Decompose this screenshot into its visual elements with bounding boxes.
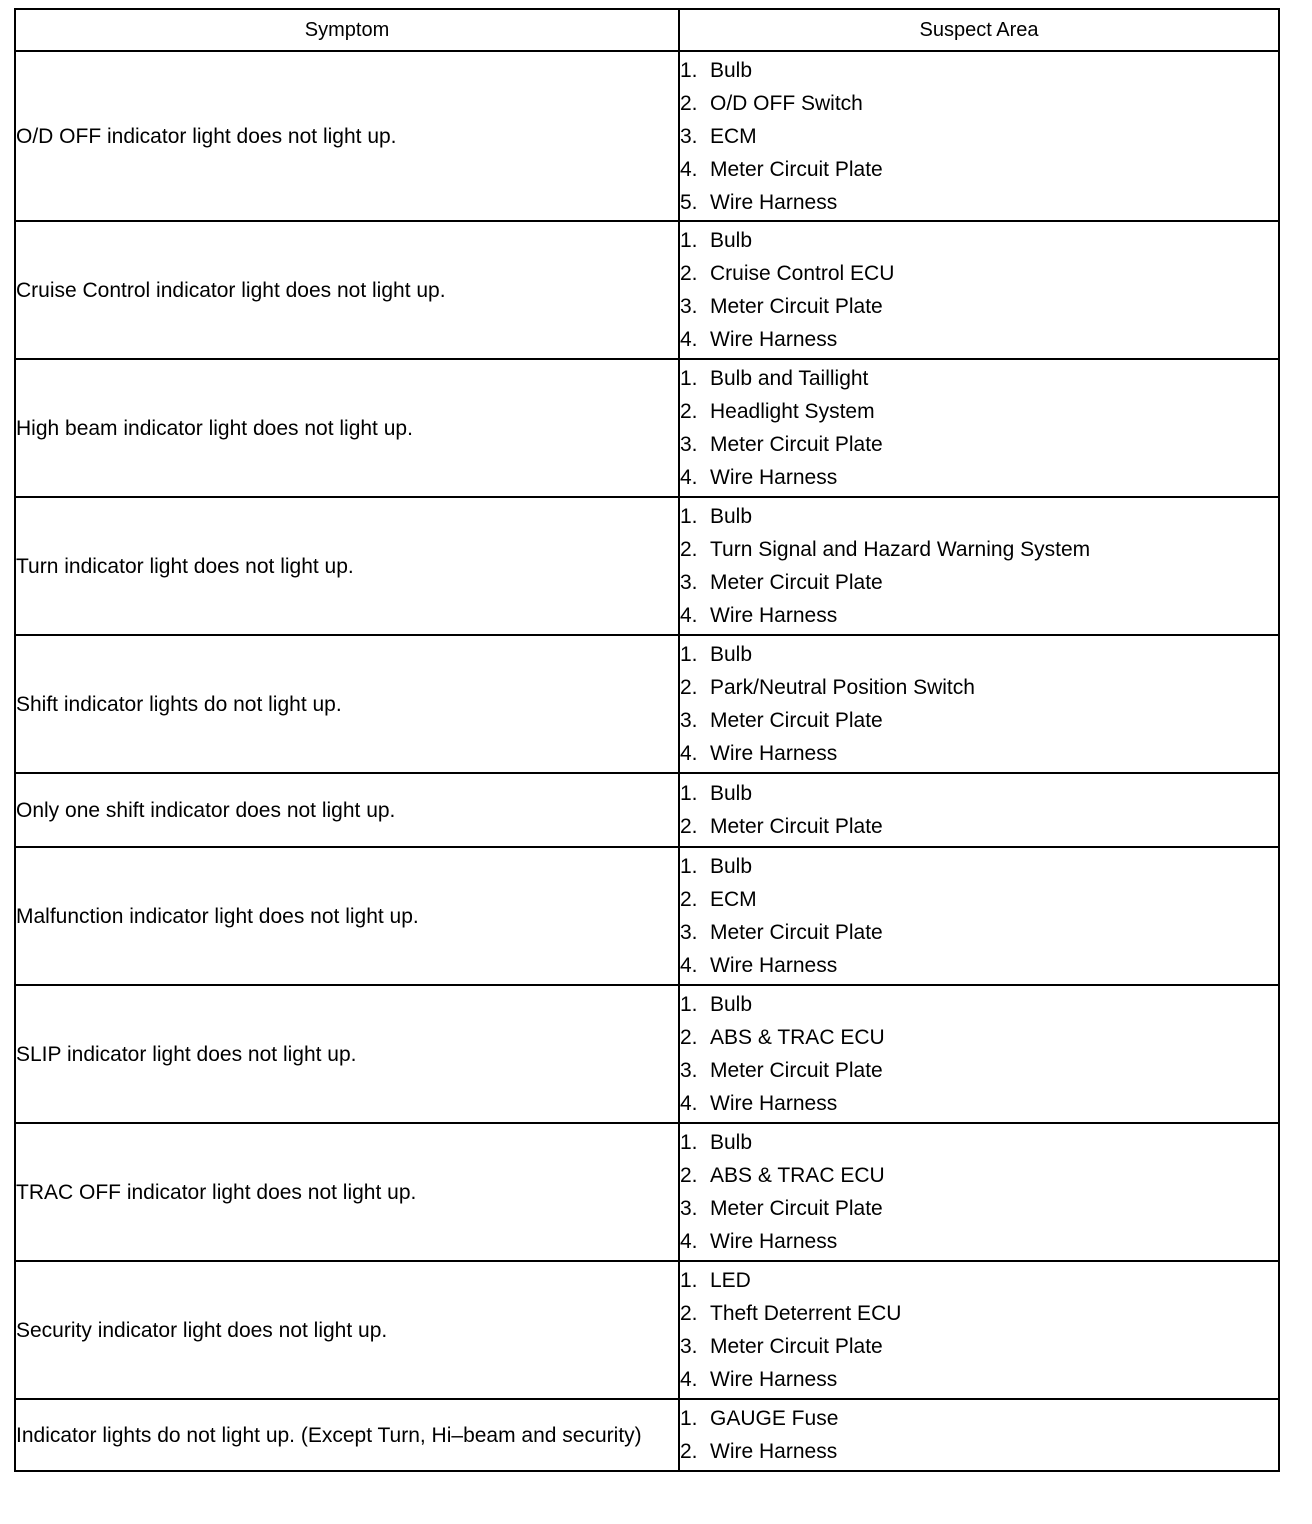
suspect-area-cell — [679, 985, 1279, 1123]
suspect-area-item — [680, 290, 1278, 323]
item-number: 1. — [680, 855, 698, 878]
item-text: Meter Circuit Plate — [710, 709, 883, 732]
item-text: Park/Neutral Position Switch — [710, 676, 975, 699]
item-text: Bulb — [710, 643, 753, 666]
item-text: Bulb — [710, 782, 753, 805]
suspect-area-item — [680, 1363, 1278, 1396]
item-number: 3. — [680, 921, 698, 944]
suspect-area-item — [680, 395, 1278, 428]
suspect-area-item — [680, 988, 1278, 1021]
table-row — [15, 221, 1279, 359]
suspect-area-list — [680, 1264, 1278, 1396]
suspect-area-item — [680, 1192, 1278, 1225]
table-row — [15, 51, 1279, 221]
suspect-area-item — [680, 1330, 1278, 1363]
item-text: Wire Harness — [710, 742, 838, 765]
suspect-area-item — [680, 224, 1278, 257]
table-row — [15, 497, 1279, 635]
item-number: 4. — [680, 328, 698, 351]
suspect-area-item — [680, 599, 1278, 632]
table-row — [15, 359, 1279, 497]
item-text: GAUGE Fuse — [710, 1407, 839, 1430]
suspect-area-list — [680, 638, 1278, 770]
suspect-area-item — [680, 949, 1278, 982]
item-number: 3. — [680, 433, 698, 456]
item-number: 3. — [680, 1059, 698, 1082]
item-text: Wire Harness — [710, 190, 838, 214]
suspect-area-cell — [679, 1261, 1279, 1399]
item-text: Headlight System — [710, 400, 875, 423]
suspect-area-item — [680, 461, 1278, 494]
item-text: Meter Circuit Plate — [710, 1335, 883, 1358]
item-number: 4. — [680, 1368, 698, 1391]
item-text: Bulb — [710, 229, 753, 252]
item-text: Wire Harness — [710, 1368, 838, 1391]
symptom-cell: Turn indicator light does not light up. — [15, 497, 679, 635]
item-text: Wire Harness — [710, 466, 838, 489]
symptom-cell: TRAC OFF indicator light does not light up. — [15, 1123, 679, 1261]
item-text: ECM — [710, 124, 757, 148]
troubleshooting-sheet — [14, 8, 1278, 1512]
item-text: Bulb — [710, 505, 753, 528]
suspect-area-item — [680, 1435, 1278, 1468]
suspect-area-item — [680, 1087, 1278, 1120]
item-number: 4. — [680, 1092, 698, 1115]
item-number: 1. — [680, 643, 698, 666]
item-number: 1. — [680, 367, 698, 390]
suspect-area-item — [680, 777, 1278, 810]
item-number: 2. — [680, 676, 698, 699]
suspect-area-cell — [679, 497, 1279, 635]
item-number: 1. — [680, 1131, 698, 1154]
item-text: Theft Deterrent ECU — [710, 1302, 902, 1325]
item-text: ABS & TRAC ECU — [710, 1026, 885, 1049]
item-number: 4. — [680, 604, 698, 627]
item-text: Turn Signal and Hazard Warning System — [710, 538, 1091, 561]
item-number: 1. — [680, 782, 698, 805]
suspect-area-item — [680, 883, 1278, 916]
suspect-area-item — [680, 533, 1278, 566]
suspect-area-item — [680, 1264, 1278, 1297]
item-number: 4. — [680, 742, 698, 765]
suspect-area-cell — [679, 847, 1279, 985]
suspect-area-item — [680, 704, 1278, 737]
suspect-area-item — [680, 323, 1278, 356]
item-number: 2. — [680, 91, 698, 115]
item-text: Wire Harness — [710, 328, 838, 351]
suspect-area-item — [680, 1054, 1278, 1087]
suspect-area-item — [680, 120, 1278, 153]
table-row — [15, 985, 1279, 1123]
item-number: 4. — [680, 466, 698, 489]
suspect-area-item — [680, 737, 1278, 770]
suspect-area-list — [680, 777, 1278, 843]
suspect-area-cell — [679, 1399, 1279, 1471]
symptom-column-header: Symptom — [15, 9, 679, 51]
item-number: 4. — [680, 157, 698, 181]
suspect-area-cell — [679, 359, 1279, 497]
suspect-area-item — [680, 1402, 1278, 1435]
suspect-area-item — [680, 1159, 1278, 1192]
item-text: Bulb — [710, 993, 753, 1016]
item-number: 2. — [680, 538, 698, 561]
item-number: 1. — [680, 993, 698, 1016]
item-text: Wire Harness — [710, 954, 838, 977]
table-row — [15, 1123, 1279, 1261]
item-text: Bulb — [710, 1131, 753, 1154]
suspect-area-item — [680, 1225, 1278, 1258]
item-number: 4. — [680, 954, 698, 977]
item-text: Meter Circuit Plate — [710, 1059, 883, 1082]
item-number: 4. — [680, 1230, 698, 1253]
table-row — [15, 847, 1279, 985]
item-text: Meter Circuit Plate — [710, 571, 883, 594]
suspect-area-list — [680, 988, 1278, 1120]
item-text: O/D OFF Switch — [710, 91, 863, 115]
item-text: Bulb — [710, 58, 753, 82]
suspect-area-list — [680, 500, 1278, 632]
item-number: 2. — [680, 815, 698, 838]
item-number: 5. — [680, 190, 698, 214]
symptom-cell: Cruise Control indicator light does not light up. — [15, 221, 679, 359]
item-number: 3. — [680, 124, 698, 148]
item-number: 2. — [680, 1302, 698, 1325]
item-text: Wire Harness — [710, 1230, 838, 1253]
suspect-area-item — [680, 638, 1278, 671]
table-row — [15, 773, 1279, 847]
table-row — [15, 1261, 1279, 1399]
suspect-area-list — [680, 1126, 1278, 1258]
suspect-area-list — [680, 54, 1278, 219]
item-text: Wire Harness — [710, 604, 838, 627]
suspect-area-list — [680, 224, 1278, 356]
symptom-cell: High beam indicator light does not light up. — [15, 359, 679, 497]
item-number: 3. — [680, 1197, 698, 1220]
item-number: 2. — [680, 262, 698, 285]
symptom-cell: Only one shift indicator does not light up. — [15, 773, 679, 847]
item-text: Cruise Control ECU — [710, 262, 895, 285]
suspect-area-item — [680, 916, 1278, 949]
item-number: 1. — [680, 229, 698, 252]
suspect-area-cell — [679, 773, 1279, 847]
symptom-cell: SLIP indicator light does not light up. — [15, 985, 679, 1123]
item-text: Wire Harness — [710, 1092, 838, 1115]
item-text: Meter Circuit Plate — [710, 157, 883, 181]
item-text: Meter Circuit Plate — [710, 433, 883, 456]
suspect-area-item — [680, 1297, 1278, 1330]
item-text: Bulb — [710, 855, 753, 878]
item-number: 3. — [680, 709, 698, 732]
table-body — [15, 51, 1279, 1471]
item-number: 1. — [680, 1407, 698, 1430]
suspect-area-cell — [679, 51, 1279, 221]
suspect-area-item — [680, 428, 1278, 461]
item-number: 3. — [680, 1335, 698, 1358]
table-header-row — [15, 9, 1279, 51]
item-text: ECM — [710, 888, 757, 911]
suspect-area-list — [680, 850, 1278, 982]
symptom-cell: O/D OFF indicator light does not light up. — [15, 51, 679, 221]
suspect-area-item — [680, 671, 1278, 704]
symptom-cell: Shift indicator lights do not light up. — [15, 635, 679, 773]
table-row — [15, 635, 1279, 773]
item-number: 2. — [680, 1164, 698, 1187]
suspect-area-item — [680, 87, 1278, 120]
suspect-area-item — [680, 566, 1278, 599]
item-number: 2. — [680, 1026, 698, 1049]
item-number: 1. — [680, 505, 698, 528]
suspect-area-column-header: Suspect Area — [679, 9, 1279, 51]
symptom-cell: Indicator lights do not light up. (Except Turn, Hi–beam and security) — [15, 1399, 679, 1471]
item-text: Meter Circuit Plate — [710, 295, 883, 318]
item-text: ABS & TRAC ECU — [710, 1164, 885, 1187]
suspect-area-list — [680, 362, 1278, 494]
suspect-area-cell — [679, 1123, 1279, 1261]
suspect-area-item — [680, 153, 1278, 186]
item-text: Meter Circuit Plate — [710, 1197, 883, 1220]
suspect-area-item — [680, 500, 1278, 533]
symptom-table — [14, 8, 1280, 1472]
suspect-area-item — [680, 54, 1278, 87]
item-text: Bulb and Taillight — [710, 367, 869, 390]
item-text: Wire Harness — [710, 1440, 838, 1463]
suspect-area-cell — [679, 635, 1279, 773]
item-text: LED — [710, 1269, 751, 1292]
item-number: 2. — [680, 400, 698, 423]
suspect-area-item — [680, 850, 1278, 883]
suspect-area-list — [680, 1402, 1278, 1468]
suspect-area-cell — [679, 221, 1279, 359]
suspect-area-item — [680, 362, 1278, 395]
suspect-area-item — [680, 1126, 1278, 1159]
item-text: Meter Circuit Plate — [710, 815, 883, 838]
item-text: Meter Circuit Plate — [710, 921, 883, 944]
suspect-area-item — [680, 186, 1278, 219]
suspect-area-item — [680, 810, 1278, 843]
table-row — [15, 1399, 1279, 1471]
symptom-cell: Malfunction indicator light does not light up. — [15, 847, 679, 985]
suspect-area-item — [680, 1021, 1278, 1054]
item-number: 3. — [680, 571, 698, 594]
suspect-area-item — [680, 257, 1278, 290]
item-number: 2. — [680, 1440, 698, 1463]
symptom-cell: Security indicator light does not light up. — [15, 1261, 679, 1399]
item-number: 3. — [680, 295, 698, 318]
item-number: 1. — [680, 1269, 698, 1292]
item-number: 1. — [680, 58, 698, 82]
item-number: 2. — [680, 888, 698, 911]
